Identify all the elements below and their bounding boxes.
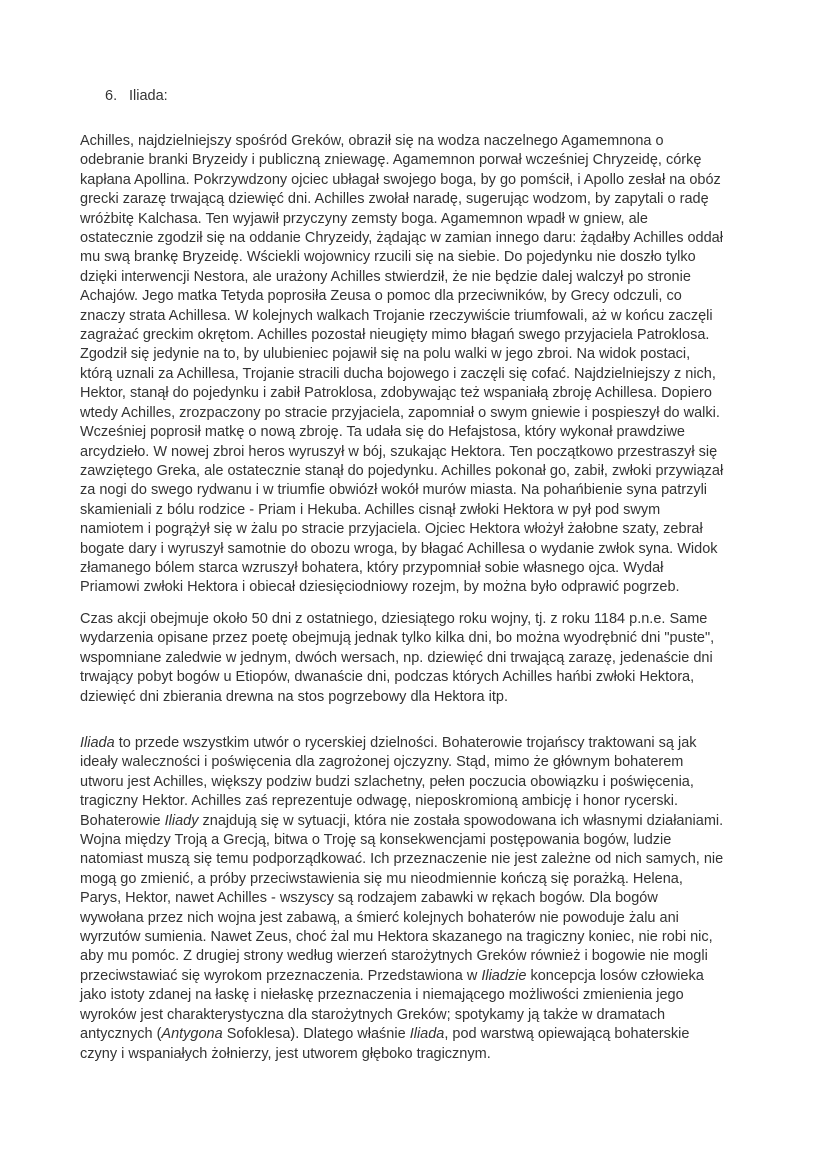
- text-line: [80, 462, 723, 481]
- text-line: [80, 831, 723, 850]
- text-line: [80, 909, 723, 928]
- text-line: [80, 986, 723, 1005]
- text-line: [80, 753, 723, 772]
- text-line: [80, 481, 723, 500]
- text-segment: dzięki interwencji Nestora, ale urażony Achilles stwierdził, że nie będzie dalej walczył po stronie: [80, 268, 691, 285]
- text-segment: skamieniali z bólu rodzice - Priam i Hekuba. Achilles cisnął zwłoki Hektora w pył pod swym: [80, 501, 661, 518]
- text-line: [80, 967, 723, 986]
- text-line: [80, 1045, 723, 1064]
- italic-title: Iliady: [164, 812, 199, 829]
- text-segment: odebranie branki Bryzeidy i publiczną zniewagę. Agamemnon porwał wcześniej Chryzeidę, córkę: [80, 152, 702, 169]
- italic-title: Iliada: [409, 1026, 445, 1043]
- text-line: [80, 210, 723, 229]
- text-segment: antycznych (: [80, 1026, 162, 1043]
- text-segment: natomiast muszą się temu podporządkować. Ich przeznaczenie nie jest zależne od nich samych, nie: [80, 851, 724, 868]
- text-segment: wtedy Achilles, zrozpaczony po stracie przyjaciela, zapomniał o swym gniewie i pospieszył do walki.: [80, 404, 720, 421]
- text-line: [80, 423, 723, 442]
- text-segment: Sofoklesa). Dlatego właśnie: [222, 1026, 410, 1043]
- text-segment: Achilles, najdzielniejszy spośród Greków, obraził się na wodza naczelnego Agamemnona o: [80, 133, 664, 149]
- text-line: [80, 850, 723, 869]
- text-line: [80, 501, 723, 520]
- text-line: [80, 688, 714, 707]
- text-segment: Priamowi zwłoki Hektora i obiecał dziesięciodniowy rozejm, by można było odprawić pogrzeb.: [80, 579, 680, 596]
- text-segment: arcydzieło. W nowej zbroi heros wyruszył w bój, szukając Hektora. Ten początkowo przestraszył się: [80, 443, 718, 460]
- text-segment: to przede wszystkim utwór o rycerskiej dzielności. Bohaterowie trojańscy traktowani są jak: [114, 735, 697, 751]
- text-segment: grecki zarazę trwającą dziewięć dni. Achilles zwołał naradę, sugerując wodzom, by zapytali o radę: [80, 191, 709, 208]
- text-segment: wywołana przez nich wojna jest zabawą, a śmierć kolejnych bohaterów nie powoduje żalu ani: [80, 909, 679, 926]
- text-segment: dziewięć dni zbierania drewna na stos pogrzebowy dla Hektora itp.: [80, 688, 508, 705]
- text-line: [80, 928, 723, 947]
- text-segment: złamanego bólem starca wzruszył bohatera, który przypomniał sobie własnego ojca. Wydał: [80, 559, 664, 576]
- text-segment: ideały waleczności i poświęcenia dla zagrożonej ojczyzny. Stąd, mimo że głównym bohaterem: [80, 754, 684, 771]
- italic-title: Iliadzie: [481, 967, 527, 984]
- text-segment: wróżbitę Kalchasa. Ten wyjawił przyczyny zemsty boga. Agamemnon wpadł w gniew, ale: [80, 210, 648, 227]
- text-line: [80, 792, 723, 811]
- text-line: [80, 559, 723, 578]
- text-segment: Bohaterowie: [80, 812, 165, 829]
- text-segment: jako istoty zdanej na łaskę i niełaskę przeznaczenia i niemającego możliwości zmienienia jego: [80, 987, 684, 1004]
- section-heading: [105, 88, 168, 104]
- text-line: [80, 345, 723, 364]
- text-segment: mogą go zmienić, a próby przeciwstawienia się mu nieodmiennie kończą się porażką. Helena,: [80, 870, 683, 887]
- text-line: [80, 520, 723, 539]
- text-line: [80, 229, 723, 248]
- text-segment: Czas akcji obejmuje około 50 dni z ostatniego, dziesiątego roku wojny, tj. z roku 1184 p.n.e. Same: [80, 611, 708, 627]
- text-line: [80, 668, 714, 687]
- text-line: [80, 734, 723, 753]
- text-line: [80, 578, 723, 597]
- text-segment: Zgodził się jedynie na to, by ulubieniec pojawił się na polu walki w jego zbroi. Na widok postaci,: [80, 346, 691, 363]
- paragraph-plot-summary: [80, 132, 723, 598]
- text-segment: Achajów. Jego matka Tetyda poprosiła Zeusa o pomoc dla przeciwników, by Grecy odczuli, co: [80, 288, 682, 305]
- text-segment: tragiczny Hektor. Achilles zaś reprezentuje odwagę, nieposkromioną ambicję i honor rycerski.: [80, 793, 679, 810]
- text-line: [80, 870, 723, 889]
- list-number: 6.: [105, 88, 118, 104]
- text-line: [80, 1006, 723, 1025]
- text-segment: Parys, Hektor, nawet Achilles - wszyscy są rodzajem zabawki w rękach bogów. Dla bogów: [80, 890, 658, 907]
- text-line: [80, 132, 723, 151]
- text-segment: ostatecznie zgodził się na oddanie Chryzeidy, żądając w zamian innego daru: żądałby Achilles oddał: [80, 230, 723, 247]
- text-segment: aby mu pomóc. Z drugiej strony według wierzeń starożytnych Greków również i bogowie nie mogli: [80, 948, 708, 965]
- text-segment: wyroków jest charakterystyczna dla starożytnych Greków; spotykamy ją także w dramatach: [80, 1006, 666, 1023]
- text-line: [80, 404, 723, 423]
- text-line: [80, 443, 723, 462]
- text-segment: zagrażać greckim okrętom. Achilles pozostał nieugięty mimo błagań swego przyjaciela Patroklosa.: [80, 327, 710, 344]
- text-line: [80, 326, 723, 345]
- paragraph-time-of-action: [80, 610, 714, 707]
- text-segment: za nogi do swego rydwanu i w triumfie obwiózł wokół murów miasta. Na pohańbienie syna patrzyli: [80, 482, 708, 499]
- text-segment: , pod warstwą opiewającą bohaterskie: [444, 1026, 690, 1043]
- text-segment: kapłana Apollina. Pokrzywdzony ojciec ubłagał swojego boga, by go pomścił, i Apollo zesłał na obóz: [80, 171, 721, 188]
- text-segment: koncepcja losów człowieka: [526, 967, 704, 984]
- text-line: [80, 268, 723, 287]
- text-segment: mu swą brankę Bryzeidę. Wściekli wojownicy rzucili się na siebie. Do pojedynku nie doszło tylko: [80, 249, 696, 266]
- text-line: [80, 171, 723, 190]
- text-line: [80, 540, 723, 559]
- text-segment: Wojna między Troją a Grecją, bitwa o Troję są konsekwencjami postępowania bogów, ludzie: [80, 832, 672, 849]
- text-segment: wspomniane zaledwie w jednym, dwóch wersach, np. dziewięć dni trwającą zarazę, jedenaście dni: [80, 649, 713, 666]
- text-segment: bogate dary i wyruszył samotnie do obozu wroga, by błagać Achillesa o wydanie zwłok syna. Widok: [80, 540, 718, 557]
- text-line: [80, 384, 723, 403]
- text-line: [80, 151, 723, 170]
- text-segment: trwający pobyt bogów u Etiopów, dwanaście dni, podczas których Achilles hańbi zwłoki Hektora,: [80, 669, 695, 686]
- text-segment: namiotem i pogrążył się w żalu po stracie przyjaciela. Ojciec Hektora włożył żałobne szaty, zebrał: [80, 521, 703, 538]
- italic-title: Iliada: [80, 735, 115, 751]
- text-line: [80, 812, 723, 831]
- text-segment: czyny i wspaniałych żołnierzy, jest utworem głęboko tragicznym.: [80, 1045, 491, 1062]
- text-line: [80, 1025, 723, 1044]
- italic-title: Antygona: [161, 1026, 223, 1043]
- text-line: [80, 947, 723, 966]
- text-segment: wydarzenia opisane przez poetę obejmują jednak tylko kilka dni, bo można wyodrębnić dni "puste",: [80, 630, 715, 647]
- text-line: [80, 773, 723, 792]
- text-line: [80, 287, 723, 306]
- paragraph-interpretation: [80, 734, 723, 1064]
- section-title: Iliada:: [129, 88, 168, 104]
- text-segment: utworu jest Achilles, większy podziw budzi szlachetny, pełen poczucia obowiązku i poświęcenia,: [80, 773, 694, 790]
- text-line: [80, 629, 714, 648]
- text-segment: przeciwstawiać się wyrokom przeznaczenia. Przedstawiona w: [80, 967, 482, 984]
- text-segment: wyrzutów sumienia. Nawet Zeus, choć żal mu Hektora skazanego na tragiczny koniec, nie robi nic,: [80, 929, 713, 946]
- text-segment: Wcześniej poprosił matkę o nową zbroję. Ta udała się do Hefajstosa, który wykonał prawdziwe: [80, 424, 685, 441]
- text-segment: którą uznali za Achillesa, Trojanie stracili ducha bojowego i zaczęli się cofać. Najdzielniejszy z nich,: [80, 365, 716, 382]
- text-segment: znajdują się w sytuacji, która nie została spowodowana ich własnymi działaniami.: [198, 812, 724, 829]
- text-segment: znaczy strata Achillesa. W kolejnych walkach Trojanie rzeczywiście triumfowali, aż w końcu zaczęli: [80, 307, 713, 324]
- text-line: [80, 190, 723, 209]
- text-segment: Hektor, stanął do pojedynku i zabił Patroklosa, zdobywając też wspaniałą zbroję Achillesa. Dopiero: [80, 385, 712, 402]
- text-line: [80, 365, 723, 384]
- text-line: [80, 649, 714, 668]
- text-line: [80, 610, 714, 629]
- text-line: [80, 889, 723, 908]
- text-line: [80, 307, 723, 326]
- text-segment: zawziętego Greka, ale ostatecznie stanął do pojedynku. Achilles pokonał go, zabił, zwłoki przywiązał: [80, 462, 724, 479]
- text-line: [80, 248, 723, 267]
